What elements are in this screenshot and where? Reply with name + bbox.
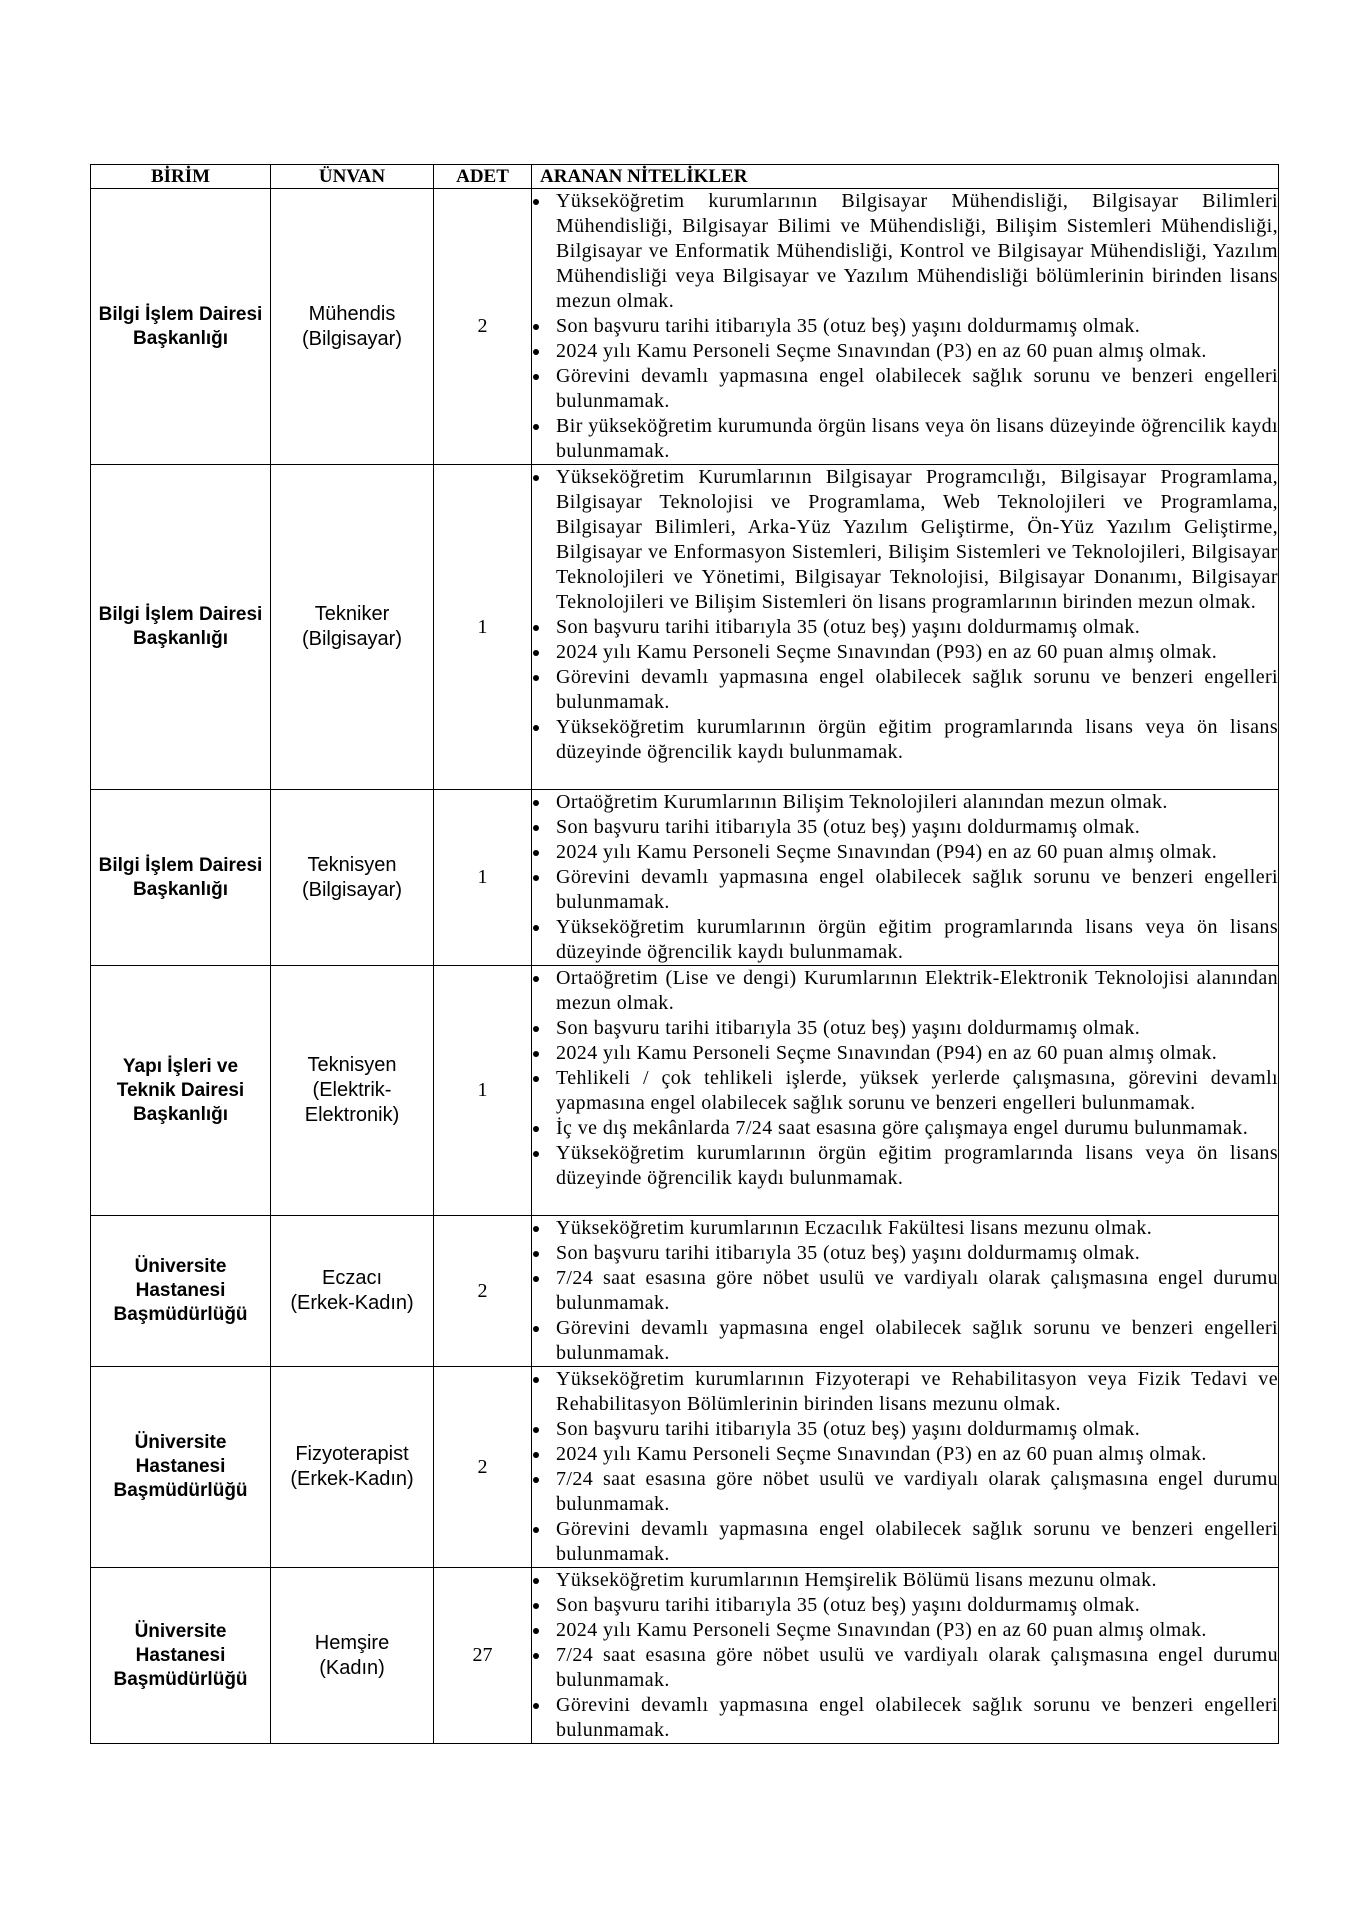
bullet-icon bbox=[533, 875, 539, 881]
bullet-icon bbox=[533, 825, 539, 831]
position-detail: (Erkek-Kadın) bbox=[290, 1468, 414, 1490]
position-detail: (Bilgisayar) bbox=[301, 628, 403, 650]
qualification-item bbox=[532, 1618, 1278, 1643]
qualification-text: Yükseköğretim kurumlarının Bilgisayar Mühendisliği, Bilgisayar Bilimleri Mühendisliği, Bilgisayar Bilimi ve Mühendisliği, Bilişim Sistemleri Mühendisliği, Bilgisayar ve Enformatik Mühendisliği, Kontrol ve Bilgisayar Mühendisliği, Yazılım Mühendisliği veya Bilgisayar ve Yazılım Mühendisliği bölümlerinin birinden lisans mezun olmak. bbox=[556, 190, 1278, 312]
position-count: 27 bbox=[472, 1644, 493, 1666]
qualification-item bbox=[532, 640, 1278, 665]
qualification-text: Görevini devamlı yapmasına engel olabilecek sağlık sorunu ve benzeri engelleri bulunmamak. bbox=[556, 866, 1278, 913]
qualification-text: Yükseköğretim Kurumlarının Bilgisayar Programcılığı, Bilgisayar Programlama, Bilgisayar Teknolojisi ve Programlama, Web Teknolojileri ve Programlama, Bilgisayar Bilimleri, Arka-Yüz Yazılım Geliştirme, Ön-Yüz Yazılım Geliştirme, Bilgisayar ve Enformasyon Sistemleri, Bilişim Sistemleri ve Teknolojileri, Bilgisayar Teknolojileri ve Yönetimi, Bilgisayar Teknolojisi, Bilgisayar Donanımı, Bilgisayar Teknolojileri ve Bilişim Sistemleri ön lisans programlarının birinden mezun olmak. bbox=[556, 466, 1278, 613]
position-title: Teknisyen bbox=[307, 853, 397, 876]
header-unit: BİRİM bbox=[91, 165, 271, 189]
qualification-text: Son başvuru tarihi itibarıyla 35 (otuz beş) yaşını doldurmamış olmak. bbox=[556, 816, 1141, 838]
position-detail: (Kadın) bbox=[319, 1656, 385, 1679]
bullet-icon bbox=[533, 1527, 539, 1533]
unit-cell bbox=[91, 189, 271, 465]
unit-name: Üniversite Hastanesi Başmüdürlüğü bbox=[113, 1256, 248, 1325]
qualification-item bbox=[532, 1316, 1278, 1366]
qualification-text: 2024 yılı Kamu Personeli Seçme Sınavından (P94) en az 60 puan almış olmak. bbox=[556, 1042, 1218, 1064]
qualification-text: Bir yükseköğretim kurumunda örgün lisans veya ön lisans düzeyinde öğrencilik kaydı bulunmamak. bbox=[556, 415, 1278, 462]
bullet-icon bbox=[533, 1251, 539, 1257]
unit-name: Üniversite Hastanesi Başmüdürlüğü bbox=[113, 1620, 248, 1690]
qualification-item bbox=[532, 1693, 1278, 1743]
qualifications-cell bbox=[532, 189, 1279, 465]
table-row bbox=[91, 189, 1279, 465]
header-count: ADET bbox=[434, 165, 532, 189]
qualification-text: Yükseköğretim kurumlarının Hemşirelik Bölümü lisans mezunu olmak. bbox=[556, 1569, 1157, 1591]
qualification-item bbox=[532, 1016, 1278, 1041]
title-cell bbox=[271, 966, 434, 1216]
qualification-item bbox=[532, 865, 1278, 915]
bullet-icon bbox=[533, 1276, 539, 1282]
bullet-icon bbox=[533, 1377, 539, 1383]
position-detail: (Bilgisayar) bbox=[301, 327, 403, 350]
qualification-item bbox=[532, 615, 1278, 640]
title-cell bbox=[271, 1568, 434, 1744]
position-title: Teknisyen bbox=[307, 1054, 397, 1076]
unit-name: Bilgi İşlem Dairesi Başkanlığı bbox=[98, 854, 263, 900]
qualification-text: Yükseköğretim kurumlarının Eczacılık Fakültesi lisans mezunu olmak. bbox=[556, 1217, 1153, 1239]
bullet-icon bbox=[533, 1151, 539, 1157]
bullet-icon bbox=[533, 324, 539, 330]
qualification-item bbox=[532, 1467, 1278, 1517]
unit-name: Bilgi İşlem Dairesi Başkanlığı bbox=[98, 303, 263, 349]
position-detail: (Elektrik-Elektronik) bbox=[304, 1079, 400, 1126]
title-cell bbox=[271, 1216, 434, 1367]
title-cell bbox=[271, 790, 434, 966]
bullet-icon bbox=[533, 976, 539, 982]
position-title: Eczacı bbox=[321, 1267, 383, 1289]
position-title: Mühendis bbox=[308, 302, 396, 325]
qualification-item bbox=[532, 966, 1278, 1016]
position-detail: (Bilgisayar) bbox=[301, 878, 403, 901]
qualification-item bbox=[532, 915, 1278, 965]
count-cell bbox=[434, 1367, 532, 1568]
qualification-text: Son başvuru tarihi itibarıyla 35 (otuz beş) yaşını doldurmamış olmak. bbox=[556, 315, 1141, 337]
bullet-icon bbox=[533, 1477, 539, 1483]
bullet-icon bbox=[533, 725, 539, 731]
unit-cell bbox=[91, 465, 271, 790]
qualification-text: Görevini devamlı yapmasına engel olabilecek sağlık sorunu ve benzeri engelleri bulunmamak. bbox=[556, 1518, 1278, 1565]
unit-cell bbox=[91, 790, 271, 966]
position-title: Fizyoterapist bbox=[295, 1443, 409, 1465]
table-row bbox=[91, 465, 1279, 790]
qualification-text: Son başvuru tarihi itibarıyla 35 (otuz beş) yaşını doldurmamış olmak. bbox=[556, 1418, 1141, 1440]
qualification-text: Ortaöğretim (Lise ve dengi) Kurumlarının Elektrik-Elektronik Teknolojisi alanından mezun olmak. bbox=[556, 967, 1278, 1014]
bullet-icon bbox=[533, 650, 539, 656]
qualification-item bbox=[532, 1041, 1278, 1066]
count-cell bbox=[434, 465, 532, 790]
qualifications-list bbox=[532, 1568, 1278, 1743]
count-cell bbox=[434, 1568, 532, 1744]
table-row bbox=[91, 790, 1279, 966]
count-cell bbox=[434, 189, 532, 465]
qualification-item bbox=[532, 364, 1278, 414]
bullet-icon bbox=[533, 800, 539, 806]
bullet-icon bbox=[533, 1578, 539, 1584]
qualifications-list bbox=[532, 966, 1278, 1191]
qualification-item bbox=[532, 1442, 1278, 1467]
qualification-item bbox=[532, 189, 1278, 314]
qualifications-cell bbox=[532, 1216, 1279, 1367]
position-count: 1 bbox=[477, 1079, 488, 1101]
qualification-text: 7/24 saat esasına göre nöbet usulü ve vardiyalı olarak çalışmasına engel durumu bulunmamak. bbox=[556, 1644, 1278, 1691]
bullet-icon bbox=[533, 1026, 539, 1032]
qualification-text: Görevini devamlı yapmasına engel olabilecek sağlık sorunu ve benzeri engelleri bulunmamak. bbox=[556, 1317, 1278, 1364]
bullet-icon bbox=[533, 374, 539, 380]
qualification-item bbox=[532, 1593, 1278, 1618]
qualification-text: 7/24 saat esasına göre nöbet usulü ve vardiyalı olarak çalışmasına engel durumu bulunmamak. bbox=[556, 1468, 1278, 1515]
table-header-row bbox=[91, 165, 1279, 189]
table-row bbox=[91, 1367, 1279, 1568]
position-count: 2 bbox=[477, 1455, 488, 1478]
qualifications-cell bbox=[532, 790, 1279, 966]
title-cell bbox=[271, 189, 434, 465]
bullet-icon bbox=[533, 424, 539, 430]
position-count: 2 bbox=[477, 1279, 488, 1302]
qualification-item bbox=[532, 1216, 1278, 1241]
qualification-item bbox=[532, 665, 1278, 715]
position-count: 1 bbox=[477, 615, 488, 638]
qualification-item bbox=[532, 1116, 1278, 1141]
unit-cell bbox=[91, 1367, 271, 1568]
qualification-text: Görevini devamlı yapmasına engel olabilecek sağlık sorunu ve benzeri engelleri bulunmamak. bbox=[556, 365, 1278, 412]
unit-cell bbox=[91, 1216, 271, 1367]
header-qualifications: ARANAN NİTELİKLER bbox=[532, 165, 1279, 189]
count-cell bbox=[434, 790, 532, 966]
qualification-text: Yükseköğretim kurumlarının örgün eğitim programlarında lisans veya ön lisans düzeyinde öğrencilik kaydı bulunmamak. bbox=[556, 1142, 1278, 1189]
qualification-text: 2024 yılı Kamu Personeli Seçme Sınavından (P3) en az 60 puan almış olmak. bbox=[556, 1443, 1207, 1465]
qualifications-cell bbox=[532, 1367, 1279, 1568]
qualification-item bbox=[532, 1241, 1278, 1266]
qualification-item bbox=[532, 414, 1278, 464]
bullet-icon bbox=[533, 199, 539, 205]
bullet-icon bbox=[533, 675, 539, 681]
qualification-text: Ortaöğretim Kurumlarının Bilişim Teknolojileri alanından mezun olmak. bbox=[556, 791, 1168, 813]
table-row bbox=[91, 1568, 1279, 1744]
qualification-item bbox=[532, 1367, 1278, 1417]
qualification-text: İç ve dış mekânlarda 7/24 saat esasına göre çalışmaya engel durumu bulunmamak. bbox=[556, 1117, 1249, 1139]
qualifications-list bbox=[532, 790, 1278, 965]
qualifications-list bbox=[532, 1367, 1278, 1567]
qualifications-list bbox=[532, 465, 1278, 765]
position-title: Tekniker bbox=[314, 603, 390, 625]
bullet-icon bbox=[533, 1126, 539, 1132]
qualification-item bbox=[532, 1066, 1278, 1116]
qualifications-list bbox=[532, 1216, 1278, 1366]
bullet-icon bbox=[533, 1076, 539, 1082]
count-cell bbox=[434, 966, 532, 1216]
qualification-item bbox=[532, 815, 1278, 840]
unit-cell bbox=[91, 966, 271, 1216]
qualifications-list bbox=[532, 189, 1278, 464]
bullet-icon bbox=[533, 1653, 539, 1659]
header-title: ÜNVAN bbox=[271, 165, 434, 189]
qualification-item bbox=[532, 314, 1278, 339]
qualification-text: Yükseköğretim kurumlarının örgün eğitim programlarında lisans veya ön lisans düzeyinde öğrencilik kaydı bulunmamak. bbox=[556, 716, 1278, 763]
qualification-item bbox=[532, 715, 1278, 765]
qualification-text: Görevini devamlı yapmasına engel olabilecek sağlık sorunu ve benzeri engelleri bulunmamak. bbox=[556, 1694, 1278, 1741]
count-cell bbox=[434, 1216, 532, 1367]
qualifications-cell bbox=[532, 1568, 1279, 1744]
bullet-icon bbox=[533, 1703, 539, 1709]
qualification-item bbox=[532, 1266, 1278, 1316]
bullet-icon bbox=[533, 475, 539, 481]
table-row bbox=[91, 966, 1279, 1216]
qualification-text: 2024 yılı Kamu Personeli Seçme Sınavından (P93) en az 60 puan almış olmak. bbox=[556, 641, 1218, 663]
bullet-icon bbox=[533, 1326, 539, 1332]
qualification-text: Son başvuru tarihi itibarıyla 35 (otuz beş) yaşını doldurmamış olmak. bbox=[556, 616, 1141, 638]
qualification-text: Yükseköğretim kurumlarının Fizyoterapi ve Rehabilitasyon veya Fizik Tedavi ve Rehabilitasyon Bölümlerinin birinden lisans mezunu olmak. bbox=[556, 1368, 1278, 1415]
qualification-text: Görevini devamlı yapmasına engel olabilecek sağlık sorunu ve benzeri engelleri bulunmamak. bbox=[556, 666, 1278, 713]
qualification-item bbox=[532, 339, 1278, 364]
title-cell bbox=[271, 1367, 434, 1568]
position-title: Hemşire bbox=[314, 1631, 390, 1654]
bullet-icon bbox=[533, 1628, 539, 1634]
title-cell bbox=[271, 465, 434, 790]
unit-cell bbox=[91, 1568, 271, 1744]
qualification-item bbox=[532, 790, 1278, 815]
qualification-text: 7/24 saat esasına göre nöbet usulü ve vardiyalı olarak çalışmasına engel durumu bulunmamak. bbox=[556, 1267, 1278, 1314]
unit-name: Yapı İşleri ve Teknik Dairesi Başkanlığı bbox=[116, 1055, 245, 1125]
qualifications-cell bbox=[532, 465, 1279, 790]
qualification-text: 2024 yılı Kamu Personeli Seçme Sınavından (P3) en az 60 puan almış olmak. bbox=[556, 340, 1207, 362]
qualification-item bbox=[532, 1417, 1278, 1442]
job-requirements-table bbox=[90, 164, 1279, 1744]
qualification-item bbox=[532, 1141, 1278, 1191]
bullet-icon bbox=[533, 625, 539, 631]
bullet-icon bbox=[533, 1427, 539, 1433]
bullet-icon bbox=[533, 850, 539, 856]
position-count: 1 bbox=[477, 866, 488, 888]
qualification-item bbox=[532, 1568, 1278, 1593]
qualification-text: 2024 yılı Kamu Personeli Seçme Sınavından (P3) en az 60 puan almış olmak. bbox=[556, 1619, 1207, 1641]
qualification-item bbox=[532, 1517, 1278, 1567]
qualification-item bbox=[532, 465, 1278, 615]
unit-name: Bilgi İşlem Dairesi Başkanlığı bbox=[98, 604, 263, 649]
qualification-text: Son başvuru tarihi itibarıyla 35 (otuz beş) yaşını doldurmamış olmak. bbox=[556, 1594, 1141, 1616]
bullet-icon bbox=[533, 1452, 539, 1458]
qualification-text: Son başvuru tarihi itibarıyla 35 (otuz beş) yaşını doldurmamış olmak. bbox=[556, 1242, 1141, 1264]
qualification-text: Tehlikeli / çok tehlikeli işlerde, yüksek yerlerde çalışmasına, görevini devamlı yapmasına engel olabilecek sağlık sorunu ve benzeri engelleri bulunmamak. bbox=[556, 1067, 1278, 1114]
position-count: 2 bbox=[477, 315, 488, 337]
qualification-item bbox=[532, 840, 1278, 865]
bullet-icon bbox=[533, 1051, 539, 1057]
table-row bbox=[91, 1216, 1279, 1367]
position-detail: (Erkek-Kadın) bbox=[290, 1292, 414, 1314]
unit-name: Üniversite Hastanesi Başmüdürlüğü bbox=[113, 1432, 248, 1501]
bullet-icon bbox=[533, 1226, 539, 1232]
bullet-icon bbox=[533, 349, 539, 355]
qualifications-cell bbox=[532, 966, 1279, 1216]
qualification-item bbox=[532, 1643, 1278, 1693]
bullet-icon bbox=[533, 1603, 539, 1609]
qualification-text: 2024 yılı Kamu Personeli Seçme Sınavından (P94) en az 60 puan almış olmak. bbox=[556, 841, 1218, 863]
qualification-text: Son başvuru tarihi itibarıyla 35 (otuz beş) yaşını doldurmamış olmak. bbox=[556, 1017, 1141, 1039]
bullet-icon bbox=[533, 925, 539, 931]
qualification-text: Yükseköğretim kurumlarının örgün eğitim programlarında lisans veya ön lisans düzeyinde öğrencilik kaydı bulunmamak. bbox=[556, 916, 1278, 963]
